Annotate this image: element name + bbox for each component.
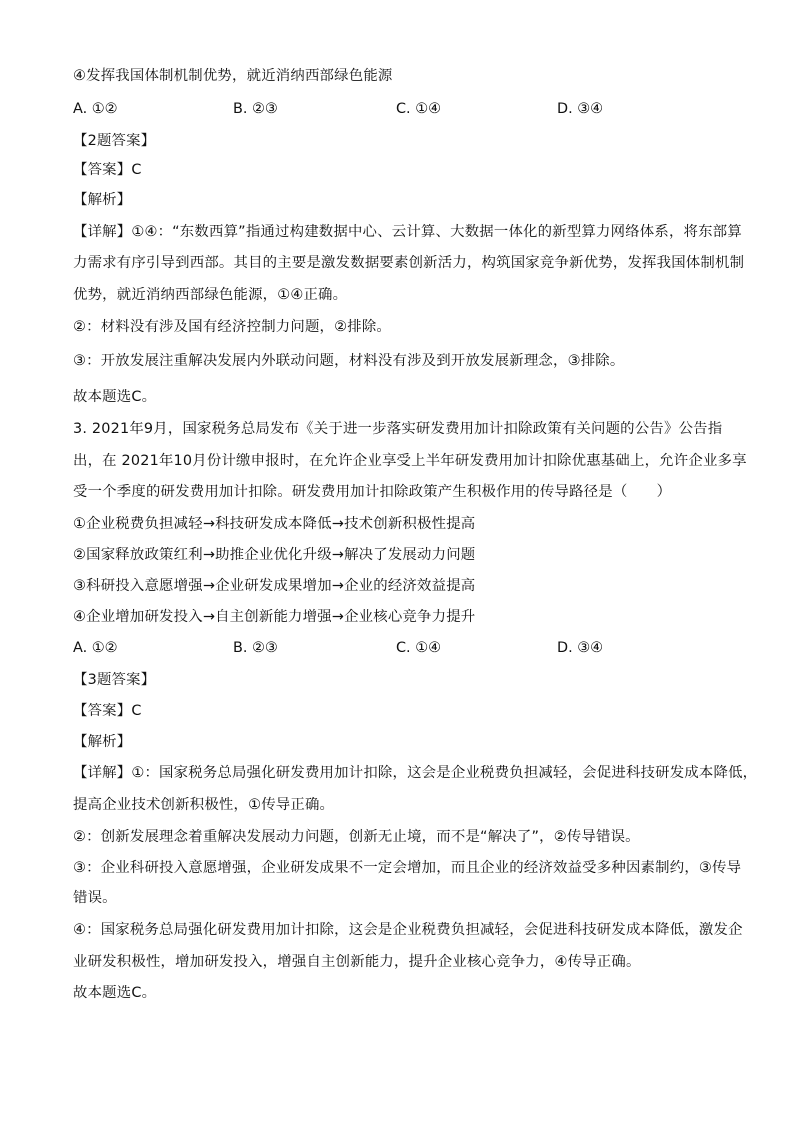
q2-conclusion: 故本题选C。 [73,389,157,405]
q3-stem-line: 3. 2021年9月，国家税务总局发布《关于进一步落实研发费用加计扣除政策有关问题的公告》公告指 [73,421,723,437]
q3-statement-3: ③科研投入意愿增强→企业研发成果增加→企业的经济效益提高 [73,578,476,594]
q3-analysis-line: 业研发积极性，增加研发投入，增强自主创新能力，提升企业核心竞争力，④传导正确。 [73,954,641,970]
q3-statement-2: ②国家释放政策红利→助推企业优化升级→解决了发展动力问题 [73,547,476,563]
q3-answer-header: 【3题答案】 [73,672,156,688]
q2-analysis-line: 力需求有序引导到西部。其目的主要是激发数据要素创新活力，构筑国家竞争新优势，发挥我国体制机制 [73,255,745,271]
q3-option-b: B. ②③ [233,640,278,656]
q3-option-c: C. ①④ [396,640,441,656]
q3-stem-line: 出，在 2021年10月份计缴申报时，在允许企业享受上半年研发费用加计扣除优惠基础上，允许企业多享 [73,453,747,469]
q3-analysis-header: 【解析】 [73,734,132,750]
q2-analysis-header: 【解析】 [73,192,132,208]
q2-option-d: D. ③④ [557,101,604,117]
q3-analysis-line: 提高企业技术创新积极性，①传导正确。 [73,797,335,813]
q3-analysis-line: ②：创新发展理念着重解决发展动力问题，创新无止境，而不是“解决了”，②传导错误。 [73,829,640,845]
q3-stem-line: 受一个季度的研发费用加计扣除。研发费用加计扣除政策产生积极作用的传导路径是（ ） [73,484,672,500]
q3-analysis-line: ④：国家税务总局强化研发费用加计扣除，这会是企业税费负担减轻，会促进科技研发成本降低，激发企 [73,922,743,938]
q2-answer: 【答案】C [73,162,142,178]
q3-analysis-line: ③：企业科研投入意愿增强，企业研发成果不一定会增加，而且企业的经济效益受多种因素制约，③传导 [73,860,742,876]
q2-analysis-line: 优势，就近消纳西部绿色能源，①④正确。 [73,287,348,303]
q3-answer: 【答案】C [73,703,142,719]
q2-option-b: B. ②③ [233,101,278,117]
q2-option-a: A. ①② [73,101,118,117]
q3-analysis-line: 【详解】①：国家税务总局强化研发费用加计扣除，这会是企业税费负担减轻，会促进科技研发成本降低， [73,765,758,781]
q3-conclusion: 故本题选C。 [73,985,157,1001]
q3-statement-4: ④企业增加研发投入→自主创新能力增强→企业核心竞争力提升 [73,609,476,625]
q2-option-c: C. ①④ [396,101,441,117]
q3-statement-1: ①企业税费负担减轻→科技研发成本降低→技术创新积极性提高 [73,516,476,532]
q2-answer-header: 【2题答案】 [73,133,156,149]
q2-statement-4: ④发挥我国体制机制优势，就近消纳西部绿色能源 [73,68,393,84]
q3-option-d: D. ③④ [557,640,604,656]
q2-analysis-line: 【详解】①④：“东数西算”指通过构建数据中心、云计算、大数据一体化的新型算力网络体系，将东部算 [73,224,742,240]
q2-analysis-line: ③：开放发展注重解决发展内外联动问题，材料没有涉及到开放发展新理念，③排除。 [73,353,625,369]
q3-analysis-line: 错误。 [73,890,117,906]
q2-analysis-line: ②：材料没有涉及国有经济控制力问题，②排除。 [73,319,392,335]
q3-option-a: A. ①② [73,640,118,656]
